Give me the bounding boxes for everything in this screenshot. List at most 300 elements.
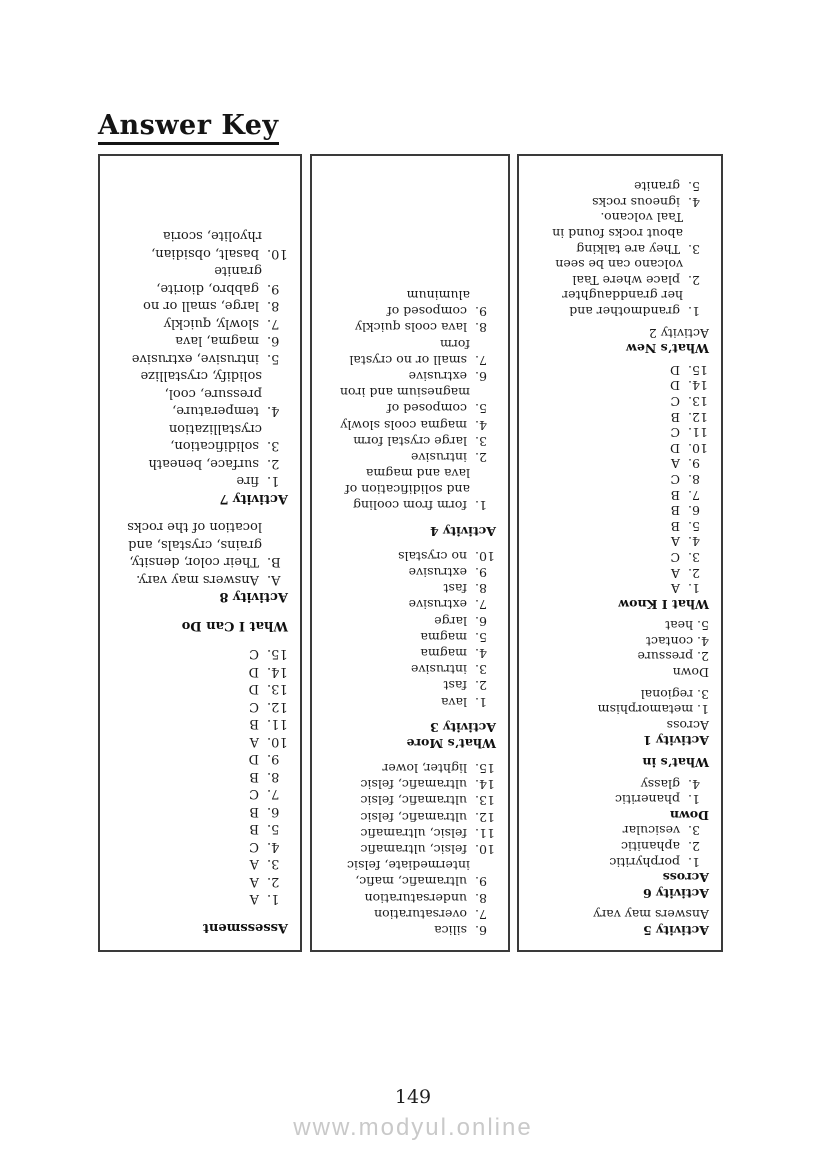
answer-item-text: form from cooling [352, 498, 467, 514]
answer-line [535, 440, 709, 456]
answer-item-number: 14. [688, 378, 708, 394]
answer-item-number: 8. [688, 471, 700, 487]
answer-line [330, 564, 496, 580]
answer-item-number: 3. [688, 823, 700, 839]
answer-item-text: C [249, 699, 259, 714]
section-heading [124, 919, 288, 937]
answer-line [124, 553, 288, 571]
answer-line [124, 733, 288, 751]
answer-item-text: intrusive [411, 449, 467, 465]
answer-item-text: D [248, 751, 259, 767]
answer-item-text: surface, beneath [148, 456, 259, 471]
answer-line [124, 645, 288, 663]
answer-item-text: vesicular [622, 823, 680, 839]
answer-item-number: 1. [267, 891, 280, 907]
answer-item-number: 1. [475, 498, 487, 514]
answer-item-number: 6. [475, 613, 487, 629]
answer-item-number: 2. [688, 272, 700, 288]
answer-line [124, 437, 288, 455]
section-heading [330, 523, 496, 539]
answer-item-text: and solidification of [345, 482, 470, 498]
answer-item-number: 9. [475, 304, 487, 320]
answer-item-text: intrusive [411, 662, 467, 678]
answer-line [535, 618, 709, 634]
line-gap [124, 606, 288, 617]
answer-line [124, 332, 288, 350]
answer-item-number: 13. [688, 394, 708, 409]
answer-item-text: intermediate, felsic [347, 858, 470, 874]
line-gap [535, 770, 709, 776]
answer-line [330, 825, 496, 841]
line-gap [330, 751, 496, 760]
answer-item-number: 10. [475, 548, 495, 564]
answer-item-number: 3. [267, 438, 280, 454]
answer-key-box-3-rotated-content [519, 156, 721, 950]
answer-line [535, 518, 709, 534]
answer-item-text: basalt, obsidian, [151, 246, 259, 261]
answer-item-text: B [249, 821, 259, 837]
answer-line [330, 776, 496, 792]
answer-item-number: 12. [267, 699, 288, 714]
answer-line [535, 425, 709, 441]
answer-item-text: Activity 5 [643, 923, 709, 938]
answer-item-text: slowly, quickly [163, 316, 259, 331]
answer-item-continuation [124, 536, 288, 554]
answer-item-number: 1. [688, 792, 700, 808]
answer-item-number: 15. [475, 761, 495, 777]
answer-line [535, 378, 709, 394]
answer-line [330, 497, 496, 513]
answer-item-text: 5. heat [665, 618, 709, 634]
answer-item-number: 7. [475, 906, 487, 922]
answer-item-number: 9. [475, 565, 487, 581]
answer-line [330, 303, 496, 319]
answer-item-text: A [249, 856, 259, 872]
answer-item-text: What’s in [642, 755, 709, 771]
answer-item-text: C [249, 839, 259, 854]
answer-item-number: 10. [688, 440, 708, 456]
answer-item-number: 9. [267, 751, 280, 767]
answer-item-text: They are talking [576, 241, 680, 257]
line-gap [124, 634, 288, 645]
answer-item-text: large, small or no [143, 298, 259, 314]
answer-item-number: 3. [475, 662, 487, 678]
answer-item-text: ultramafic, felsic [360, 793, 467, 809]
answer-line [124, 750, 288, 768]
answer-item-text: magma cools slowly [340, 417, 467, 433]
answer-line [330, 416, 496, 432]
answer-item-continuation [535, 257, 709, 273]
answer-line [330, 693, 496, 709]
answer-item-text: small or no crystal [349, 352, 467, 368]
answer-item-number: 4. [688, 194, 700, 210]
answer-line [124, 680, 288, 698]
answer-item-text: C [249, 646, 259, 662]
answer-item-text: Taal volcano. [600, 210, 683, 226]
answer-line [330, 760, 496, 776]
answer-item-number: A. [267, 572, 281, 587]
answer-line [535, 393, 709, 409]
answer-line [330, 792, 496, 808]
answer-item-text: C [670, 425, 680, 441]
answer-item-text: Answers may vary. [136, 572, 259, 587]
answer-line [124, 350, 288, 368]
answer-item-number: 4. [267, 403, 280, 419]
answer-item-number: 4. [267, 839, 280, 854]
answer-item-text: D [669, 362, 680, 378]
answer-line [535, 549, 709, 565]
answer-item-text: B [670, 409, 680, 425]
answer-item-number: 14. [475, 777, 495, 793]
answer-key-box-1 [98, 154, 302, 952]
answer-item-text: A [670, 456, 680, 472]
answer-item-text: C [670, 394, 680, 409]
answer-item-text: temperature, [172, 403, 259, 419]
answer-item-text: extrusive [408, 565, 467, 581]
answer-item-text: pressure, cool, [164, 386, 262, 401]
answer-item-number: 14. [267, 664, 288, 679]
answer-line [330, 873, 496, 889]
answer-item-number: 4. [688, 776, 700, 792]
answer-line [124, 663, 288, 681]
answer-line [330, 596, 496, 612]
answer-item-text: What’s More [406, 735, 496, 751]
section-heading [535, 754, 709, 770]
answer-item-text: her granddaughter [562, 288, 683, 304]
answer-line [535, 633, 709, 649]
answer-item-text: crystallization [168, 421, 262, 436]
line-gap [330, 514, 496, 523]
answer-item-text: Activity 2 [648, 325, 709, 341]
answer-line [124, 768, 288, 786]
answer-item-text: felsic, ultramafic [360, 842, 467, 858]
answer-item-text: fast [443, 678, 467, 694]
answer-item-text: What I Can Do [181, 618, 288, 633]
answer-item-text: Activity 7 [219, 491, 288, 506]
section-heading [535, 807, 709, 823]
answer-item-text: undersaturation [364, 890, 467, 906]
answer-line [124, 455, 288, 473]
answer-item-continuation [124, 385, 288, 403]
answer-line [330, 809, 496, 825]
answer-item-text: gabbro, diorite, [156, 281, 259, 296]
watermark-text: www.modyul.online [293, 1114, 533, 1141]
answer-item-number: 5. [475, 629, 487, 645]
answer-item-text: magma, lava [175, 333, 259, 349]
answer-line [535, 362, 709, 378]
answer-item-number: 10. [267, 246, 288, 261]
answer-item-number: 2. [475, 449, 487, 465]
answer-item-text: lava [441, 694, 467, 710]
answer-item-continuation [330, 384, 496, 400]
answer-item-number: 7. [267, 786, 280, 802]
answer-item-text: Answers may vary [593, 907, 709, 923]
answer-item-number: 15. [267, 646, 288, 662]
answer-item-text: C [670, 549, 680, 565]
answer-item-text: granite [214, 263, 262, 279]
answer-line [330, 400, 496, 416]
answer-line [535, 854, 709, 870]
answer-line [124, 820, 288, 838]
line-gap [330, 710, 496, 719]
answer-item-text: Activity 8 [219, 589, 288, 605]
answer-item-text: about rocks found in [552, 226, 683, 242]
answer-line [535, 838, 709, 854]
answer-item-number: 12. [688, 409, 708, 425]
answer-item-text: large [434, 613, 467, 629]
section-heading [535, 922, 709, 938]
answer-item-text: 2. pressure [637, 649, 709, 665]
answer-line [124, 855, 288, 873]
answer-item-text: solidify, crystallize [140, 368, 262, 384]
answer-item-text: Activity 4 [430, 523, 496, 539]
answer-line [330, 629, 496, 645]
answer-item-number: 1. [688, 304, 700, 320]
answer-line [330, 889, 496, 905]
answer-item-text: B [249, 769, 259, 784]
answer-line [535, 471, 709, 487]
answer-line [535, 792, 709, 808]
answer-item-text: igneous rocks [592, 194, 680, 210]
answer-line [535, 565, 709, 581]
answer-line [535, 823, 709, 839]
answer-item-number: 8. [267, 298, 280, 314]
answer-item-continuation [124, 518, 288, 536]
answer-item-number: 1. [688, 581, 700, 597]
answer-line [124, 803, 288, 821]
page-title: Answer Key [98, 110, 279, 145]
answer-line [535, 717, 709, 733]
answer-line [124, 472, 288, 490]
answer-line [330, 661, 496, 677]
section-heading [124, 490, 288, 508]
answer-item-text: intrusive, extrusive [131, 351, 259, 366]
answer-line [535, 534, 709, 550]
answer-line [330, 433, 496, 449]
answer-item-text: D [669, 440, 680, 456]
answer-line [124, 245, 288, 263]
answer-item-number: 2. [475, 678, 487, 694]
answer-item-number: 5. [267, 351, 280, 366]
answer-item-number: 2. [267, 456, 280, 471]
section-heading [535, 885, 709, 901]
answer-item-text: What’s New [626, 341, 709, 357]
answer-line [330, 580, 496, 596]
answer-item-number: 5. [475, 401, 487, 417]
section-heading [124, 617, 288, 635]
answer-line [330, 922, 496, 938]
answer-item-text: A [670, 565, 680, 581]
answer-line [535, 503, 709, 519]
answer-line [535, 487, 709, 503]
section-heading [124, 588, 288, 606]
answer-item-text: extrusive [408, 597, 467, 613]
answer-item-number: 6. [267, 333, 280, 349]
answer-item-text: glassy [640, 776, 680, 792]
answer-line [535, 325, 709, 341]
answer-item-text: composed of [387, 401, 467, 417]
answer-item-text: B [670, 503, 680, 519]
answer-line [535, 581, 709, 597]
answer-item-text: Activity 1 [643, 733, 709, 749]
answer-item-number: 7. [475, 352, 487, 368]
section-heading [535, 733, 709, 749]
answer-item-text: B [249, 716, 259, 732]
answer-item-text: 3. regional [640, 686, 709, 702]
answer-item-continuation [124, 420, 288, 438]
answer-item-number: 3. [688, 241, 700, 257]
answer-item-number: 8. [475, 581, 487, 597]
answer-line [535, 665, 709, 681]
answer-item-number: 5. [688, 518, 700, 534]
answer-item-number: 10. [267, 734, 288, 749]
answer-item-text: form [440, 336, 470, 352]
answer-item-number: 6. [475, 923, 487, 938]
answer-key-panels [98, 154, 724, 954]
answer-item-continuation [330, 335, 496, 351]
answer-item-text: fast [443, 581, 467, 597]
answer-item-number: 5. [267, 821, 280, 837]
answer-item-text: ultramafic, felsic [360, 809, 467, 825]
answer-item-text: magma [420, 646, 467, 661]
answer-item-number: 1. [688, 854, 700, 870]
answer-item-continuation [330, 857, 496, 873]
answer-item-text: rhyolite, scoria [162, 228, 262, 244]
answer-item-text: granite [634, 179, 680, 195]
answer-item-text: phaneritic [615, 792, 680, 808]
answer-item-text: felsic, ultramafic [360, 825, 467, 841]
answer-item-number: 2. [688, 565, 700, 581]
answer-item-text: A [670, 581, 680, 597]
answer-line [535, 303, 709, 319]
answer-item-text: volcano can be seen [555, 257, 683, 273]
answer-item-number: 2. [688, 839, 700, 855]
answer-item-number: 9. [475, 874, 487, 890]
answer-item-text: extrusive [408, 369, 467, 384]
answer-item-text: B [670, 518, 680, 534]
answer-item-text: composed of [387, 304, 467, 320]
answer-line [124, 280, 288, 298]
answer-line [330, 319, 496, 335]
answer-line [330, 352, 496, 368]
section-heading [330, 735, 496, 751]
answer-key-box-1-rotated-content [100, 156, 300, 950]
answer-item-number: 3. [475, 433, 487, 449]
answer-item-text: Activity 3 [430, 719, 496, 735]
answer-item-number: 6. [267, 804, 280, 819]
answer-item-continuation [330, 287, 496, 303]
answer-item-continuation [535, 288, 709, 304]
answer-item-continuation [124, 262, 288, 280]
answer-item-text: What I Know [618, 596, 709, 612]
answer-line [535, 272, 709, 288]
answer-line [124, 571, 288, 589]
answer-item-text: Down [672, 665, 709, 681]
answer-item-text: A [249, 734, 259, 749]
answer-line [330, 841, 496, 857]
answer-key-box-2-rotated-content [312, 156, 508, 950]
answer-line [124, 890, 288, 908]
answer-item-continuation [124, 227, 288, 245]
answer-item-number: 13. [267, 681, 288, 697]
answer-line [124, 715, 288, 733]
answer-item-number: 2. [267, 874, 280, 889]
answer-item-continuation [535, 225, 709, 241]
answer-item-text: A [249, 874, 259, 889]
answer-item-text: large crystal form [353, 433, 467, 449]
answer-item-number: 6. [475, 369, 487, 384]
answer-item-number: 9. [267, 281, 280, 296]
answer-item-text: ultramafic, felsic [360, 777, 467, 793]
answer-item-text: D [248, 664, 259, 679]
answer-item-text: D [248, 681, 259, 697]
answer-item-number: 6. [688, 503, 700, 519]
answer-item-number: 1. [475, 694, 487, 710]
answer-item-number: 8. [475, 890, 487, 906]
answer-line [124, 402, 288, 420]
line-gap [124, 507, 288, 518]
answer-item-number: 12. [475, 809, 495, 825]
answer-item-number: 8. [475, 320, 487, 336]
answer-item-text: D [669, 378, 680, 394]
answer-line [124, 838, 288, 856]
answer-item-text: porphyritic [609, 854, 680, 870]
answer-item-number: 3. [688, 549, 700, 565]
answer-item-text: A [670, 534, 680, 550]
answer-item-number: 15. [688, 362, 708, 378]
answer-item-continuation [330, 481, 496, 497]
section-heading [535, 341, 709, 357]
answer-item-number: 11. [267, 716, 288, 732]
answer-item-number: 8. [267, 769, 280, 784]
answer-line [330, 645, 496, 661]
answer-item-text: silica [434, 923, 467, 938]
answer-key-box-2 [310, 154, 510, 952]
answer-item-text: Across [666, 717, 709, 733]
answer-line [330, 677, 496, 693]
section-heading [535, 596, 709, 612]
answer-item-text: ultramafic, mafic, [355, 874, 467, 890]
answer-item-text: 4. contact [646, 633, 709, 649]
answer-item-text: fire [236, 473, 259, 489]
answer-item-number: 7. [688, 487, 700, 503]
answer-item-number: 4. [688, 534, 700, 550]
answer-item-text: no crystals [398, 548, 467, 564]
answer-line [535, 409, 709, 425]
answer-item-continuation [535, 210, 709, 226]
answer-item-number: 7. [267, 316, 280, 331]
answer-line [330, 449, 496, 465]
answer-line [124, 785, 288, 803]
answer-item-number: 1. [267, 473, 280, 489]
answer-line [535, 179, 709, 195]
answer-item-number: 4. [475, 646, 487, 661]
answer-line [124, 297, 288, 315]
answer-item-text: C [249, 786, 259, 802]
answer-line [535, 194, 709, 210]
answer-line [535, 702, 709, 718]
answer-item-text: grains, crystals, and [128, 537, 262, 552]
answer-item-text: place where Taal [572, 272, 680, 288]
line-gap [124, 908, 288, 919]
answer-item-text: lighter, lower [382, 761, 467, 777]
answer-item-text: oversaturation [374, 906, 467, 922]
answer-line [330, 612, 496, 628]
answer-item-text: magnesium and iron [339, 385, 470, 401]
answer-item-text: B [670, 487, 680, 503]
answer-line [330, 906, 496, 922]
answer-line [124, 698, 288, 716]
